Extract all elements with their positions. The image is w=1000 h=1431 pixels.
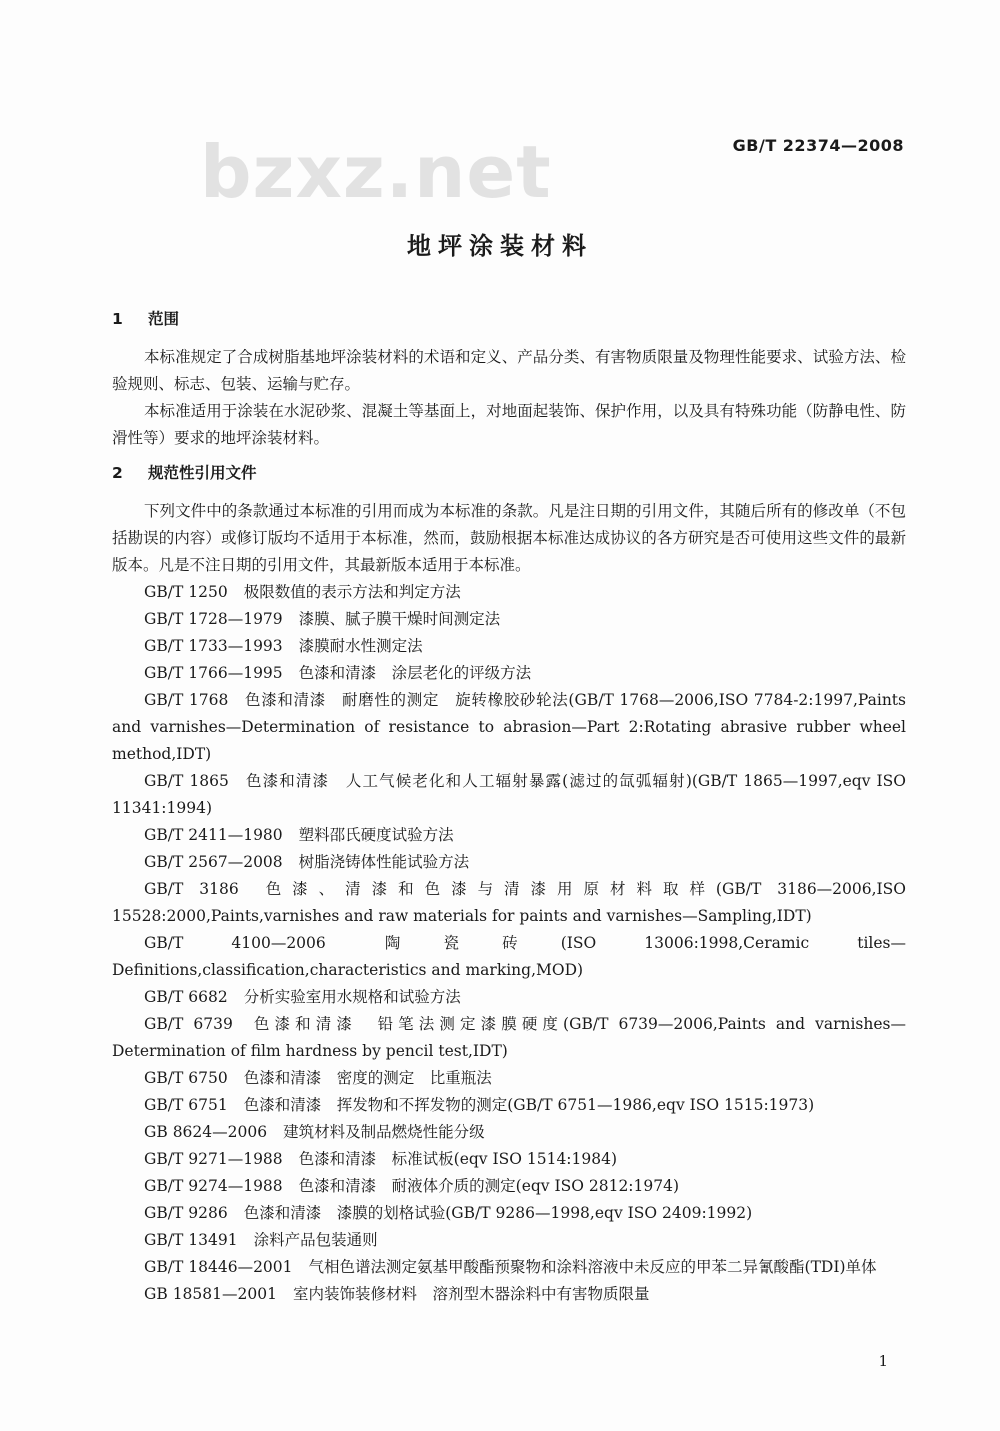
reference-code: GB/T 6739 <box>144 1015 233 1033</box>
reference-code: GB 18581—2001 <box>144 1285 277 1303</box>
reference-item <box>112 984 906 1011</box>
section-number: 1 <box>112 310 123 328</box>
reference-code: GB/T 13491 <box>144 1231 238 1249</box>
reference-title: 漆膜、腻子膜干燥时间测定法 <box>298 610 501 628</box>
reference-item <box>112 1011 906 1065</box>
reference-code: GB/T 1733—1993 <box>144 637 283 655</box>
reference-item <box>112 1065 906 1092</box>
reference-title: 极限数值的表示方法和判定方法 <box>243 583 461 601</box>
reference-title: 涂料产品包装通则 <box>253 1231 378 1249</box>
reference-code: GB/T 1766—1995 <box>144 664 283 682</box>
reference-list <box>112 579 906 1308</box>
reference-code: GB/T 2567—2008 <box>144 853 283 871</box>
watermark: bzxz.net <box>200 130 552 214</box>
reference-item <box>112 1227 906 1254</box>
document-title: 地坪涂装材料 <box>407 232 593 260</box>
reference-item <box>112 1173 906 1200</box>
reference-item <box>112 1281 906 1308</box>
paragraph: 本标准规定了合成树脂基地坪涂装材料的术语和定义、产品分类、有害物质限量及物理性能要求、试验方法、检验规则、标志、包装、运输与贮存。 <box>112 348 906 393</box>
reference-code: GB/T 9274—1988 <box>144 1177 283 1195</box>
reference-title: 色漆和清漆 密度的测定 比重瓶法 <box>243 1069 492 1087</box>
reference-item <box>112 606 906 633</box>
reference-title: 树脂浇铸体性能试验方法 <box>298 853 470 871</box>
section-number: 2 <box>112 464 123 482</box>
reference-title: 色漆和清漆 铅笔法测定漆膜硬度(GB/T 6739—2006,Paints and varnishes—Determination of film hardness by pencil test,IDT) <box>112 1015 906 1060</box>
document-body <box>112 306 906 1308</box>
reference-code: GB/T 1865 <box>144 772 229 790</box>
reference-code: GB/T 3186 <box>144 880 239 898</box>
reference-code: GB/T 1768 <box>144 691 229 709</box>
reference-code: GB/T 1728—1979 <box>144 610 283 628</box>
reference-item <box>112 1200 906 1227</box>
section-title: 规范性引用文件 <box>148 464 257 482</box>
reference-title: 色漆和清漆 耐液体介质的测定(eqv ISO 2812:1974) <box>298 1177 680 1195</box>
paragraph: 下列文件中的条款通过本标准的引用而成为本标准的条款。凡是注日期的引用文件，其随后所有的修改单（不包括勘误的内容）或修订版均不适用于本标准，然而，鼓励根据本标准达成协议的各方研究是否可使用这些文件的最新版本。凡是不注日期的引用文件，其最新版本适用于本标准。 <box>112 502 906 574</box>
paragraph: 本标准适用于涂装在水泥砂浆、混凝土等基面上，对地面起装饰、保护作用，以及具有特殊功能（防静电性、防滑性等）要求的地坪涂装材料。 <box>112 402 906 447</box>
reference-title: 室内装饰装修材料 溶剂型木器涂料中有害物质限量 <box>292 1285 650 1303</box>
reference-item <box>112 768 906 822</box>
reference-code: GB/T 9286 <box>144 1204 228 1222</box>
reference-title: 色漆和清漆 标准试板(eqv ISO 1514:1984) <box>298 1150 618 1168</box>
reference-code: GB/T 9271—1988 <box>144 1150 283 1168</box>
reference-item <box>112 1146 906 1173</box>
section-heading-normative-references <box>112 460 906 487</box>
reference-item <box>112 876 906 930</box>
section-heading-scope <box>112 306 906 333</box>
reference-item <box>112 1254 906 1281</box>
reference-item <box>112 1092 906 1119</box>
reference-code: GB/T 6751 <box>144 1096 228 1114</box>
reference-item <box>112 822 906 849</box>
reference-code: GB/T 18446—2001 <box>144 1258 293 1276</box>
section-title: 范围 <box>148 310 180 328</box>
reference-title: 色漆、清漆和色漆与清漆用原材料取样(GB/T 3186—2006,ISO 15528:2000,Paints,varnishes and raw materials for paints and varnishes—Sampling,IDT) <box>112 880 906 925</box>
reference-title: 色漆和清漆 挥发物和不挥发物的测定(GB/T 6751—1986,eqv ISO 1515:1973) <box>243 1096 815 1114</box>
reference-title: 塑料邵氏硬度试验方法 <box>298 826 454 844</box>
reference-title: 色漆和清漆 涂层老化的评级方法 <box>298 664 532 682</box>
reference-title: 漆膜耐水性测定法 <box>298 637 423 655</box>
page-number: 1 <box>878 1352 888 1370</box>
reference-item <box>112 930 906 984</box>
reference-title: 色漆和清漆 人工气候老化和人工辐射暴露(滤过的氙弧辐射)(GB/T 1865—1997,eqv ISO 11341:1994) <box>112 772 906 817</box>
reference-item <box>112 660 906 687</box>
reference-code: GB/T 6682 <box>144 988 228 1006</box>
reference-item <box>112 1119 906 1146</box>
reference-title: 气相色谱法测定氨基甲酸酯预聚物和涂料溶液中未反应的甲苯二异氰酸酯(TDI)单体 <box>308 1258 877 1276</box>
reference-title: 色漆和清漆 耐磨性的测定 旋转橡胶砂轮法(GB/T 1768—2006,ISO 7784-2:1997,Paints and varnishes—Determination of resistance to abrasion—Part 2:Rotating abrasive rubber wheel method,IDT) <box>112 691 906 763</box>
reference-code: GB/T 4100—2006 <box>144 934 326 952</box>
reference-code: GB/T 1250 <box>144 583 228 601</box>
reference-title: 色漆和清漆 漆膜的划格试验(GB/T 9286—1998,eqv ISO 2409:1992) <box>243 1204 753 1222</box>
standard-code: GB/T 22374—2008 <box>732 136 904 155</box>
reference-code: GB/T 6750 <box>144 1069 228 1087</box>
reference-item <box>112 633 906 660</box>
reference-item <box>112 579 906 606</box>
reference-title: 分析实验室用水规格和试验方法 <box>243 988 461 1006</box>
reference-title: 建筑材料及制品燃烧性能分级 <box>283 1123 485 1141</box>
reference-item <box>112 849 906 876</box>
reference-code: GB/T 2411—1980 <box>144 826 283 844</box>
reference-code: GB 8624—2006 <box>144 1123 268 1141</box>
reference-title: 陶瓷砖(ISO 13006:1998,Ceramic tiles—Definitions,classification,characteristics and marking,MOD) <box>112 934 907 979</box>
reference-item <box>112 687 906 768</box>
